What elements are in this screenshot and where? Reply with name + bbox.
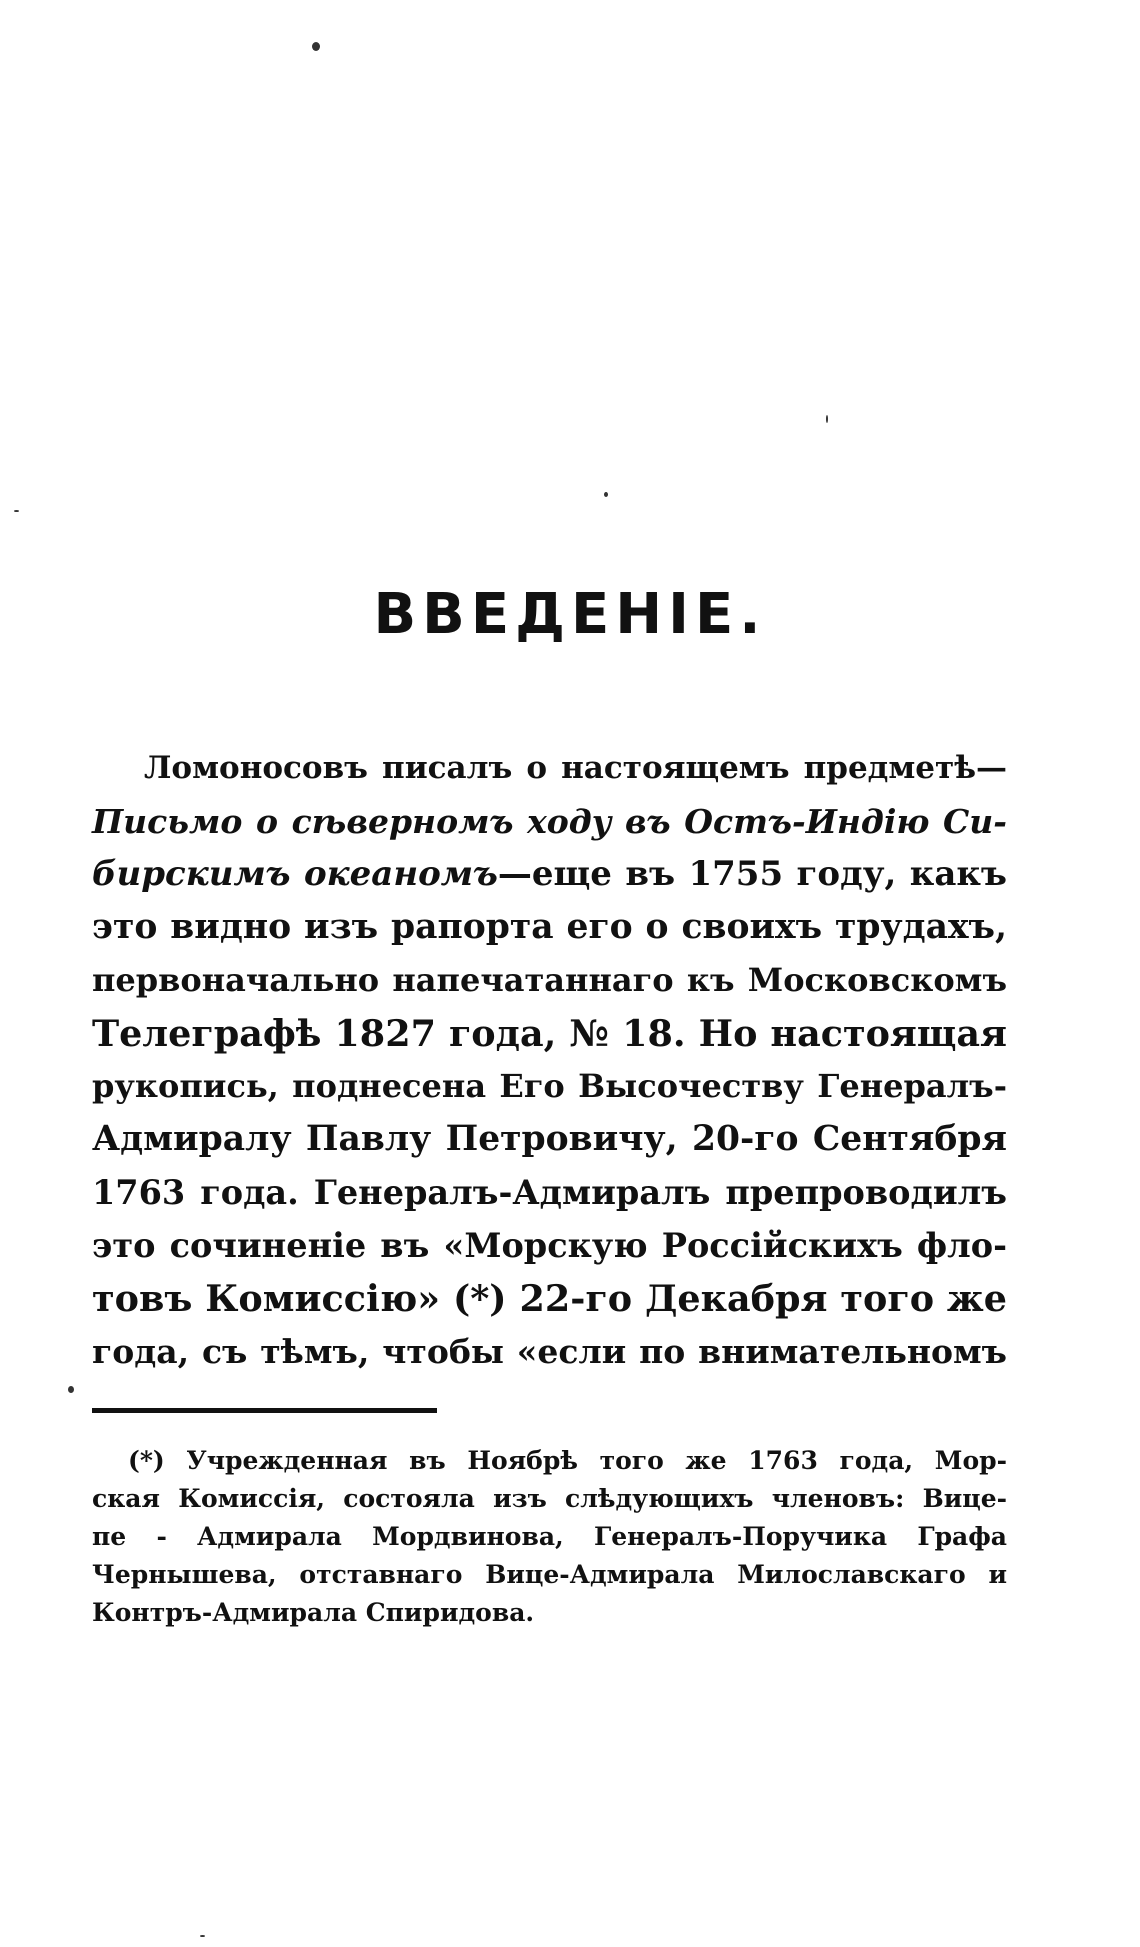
scan-speck <box>604 492 608 497</box>
scan-speck <box>68 1386 74 1393</box>
footnote-line: Контръ-Адмирала Спиридова. <box>92 1598 535 1627</box>
body-line <box>92 848 1007 901</box>
body-line: товъ Комиссію» (*) 22-го Декабря того же <box>92 1277 1007 1320</box>
body-text <box>92 742 1007 1378</box>
body-line: 1763 года. Генералъ-Адмиралъ препроводилъ <box>92 1173 1007 1212</box>
body-line: Письмо о сѣверномъ ходу въ Остъ-Индію Си- <box>92 802 1007 841</box>
footnote-line: Чернышева, отставнаго Вице-Адмирала Милославскаго и <box>92 1560 1007 1589</box>
body-line: это видно изъ рапорта его о своихъ трудахъ, <box>92 907 1007 947</box>
body-line: года, съ тѣмъ, чтобы «если по внимательномъ <box>92 1332 1007 1371</box>
body-line: рукопись, поднесена Его Высочеству Генералъ- <box>92 1067 1007 1105</box>
footnote-line: (*) Учрежденная въ Ноябрѣ того же 1763 года, Мор- <box>128 1446 1007 1475</box>
body-line: это сочиненіе въ «Морскую Россійскихъ фло- <box>92 1226 1007 1265</box>
footnote-divider <box>92 1408 437 1413</box>
scan-speck <box>200 1935 205 1937</box>
body-line-italic-part: бирскимъ океаномъ <box>92 854 498 894</box>
footnote <box>92 1442 1007 1632</box>
scan-speck <box>312 42 320 51</box>
footnote-line: пе - Адмирала Мордвинова, Генералъ-Поручика Графа <box>92 1522 1007 1551</box>
chapter-heading: ВВЕДЕНІЕ. <box>373 582 767 647</box>
body-line: Ломоносовъ писалъ о настоящемъ предметѣ— <box>144 750 1007 786</box>
footnote-line: ская Комиссія, состояла изъ слѣдующихъ членовъ: Вице- <box>92 1484 1007 1513</box>
scan-speck <box>14 510 19 512</box>
scan-speck <box>826 415 828 423</box>
body-line: Адмиралу Павлу Петровичу, 20-го Сентября <box>92 1119 1007 1159</box>
body-line-roman-part: —еще въ 1755 году, какъ <box>497 854 1007 894</box>
body-line: Телеграфѣ 1827 года, № 18. Но настоящая <box>92 1012 1007 1055</box>
body-line: первоначально напечатаннаго къ Московскомъ <box>92 961 1007 999</box>
